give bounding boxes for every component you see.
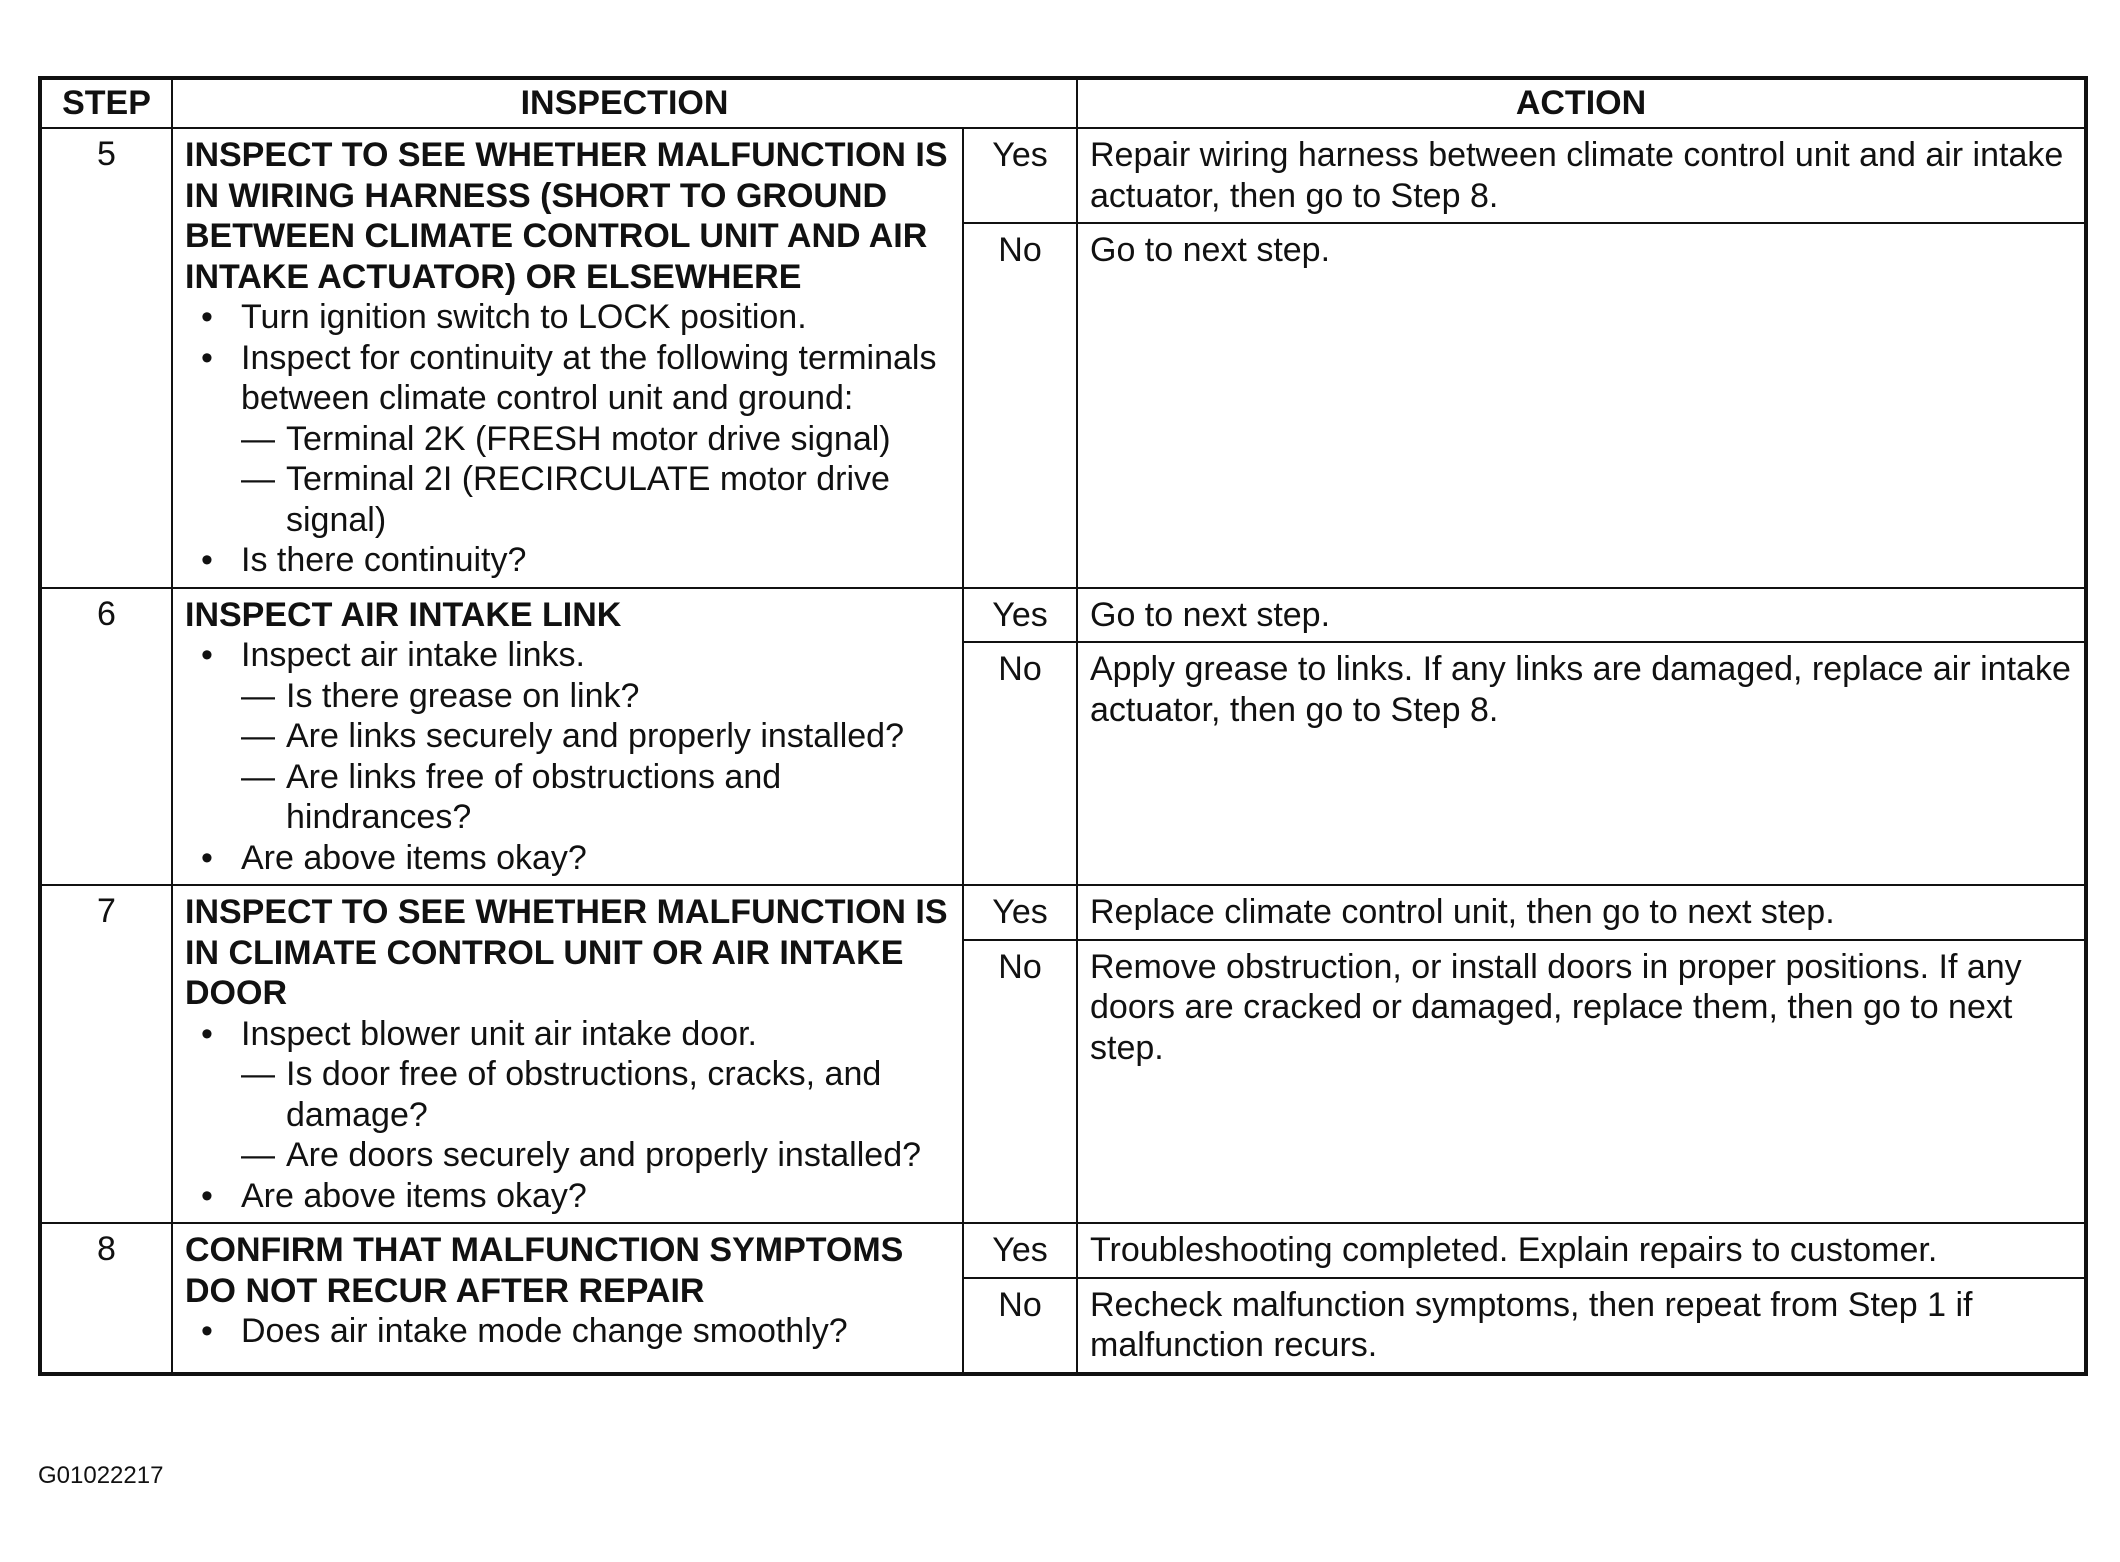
yes-label: Yes (963, 1223, 1077, 1278)
no-label: No (963, 940, 1077, 1224)
no-action: Apply grease to links. If any links are damaged, replace air intake actuator, then go to Step 8. (1077, 642, 2086, 885)
header-row (40, 78, 2086, 128)
yes-action: Repair wiring harness between climate control unit and air intake actuator, then go to Step 8. (1077, 128, 2086, 223)
bullet-item: • Inspect for continuity at the following terminals between climate control unit and ground: (185, 338, 952, 419)
bullet-item: • Does air intake mode change smoothly? (185, 1311, 952, 1352)
header-inspection: INSPECTION (172, 78, 1077, 128)
table-row (40, 128, 2086, 223)
inspection-items (185, 297, 952, 581)
dash-item: — Are links free of obstructions and hindrances? (185, 757, 952, 838)
inspection-items (185, 635, 952, 878)
dash-item: — Are doors securely and properly installed? (185, 1135, 952, 1176)
step-number: 7 (40, 885, 172, 1223)
bullet-item: • Are above items okay? (185, 1176, 952, 1217)
table-row (40, 588, 2086, 643)
no-label: No (963, 1278, 1077, 1374)
header-action: ACTION (1077, 78, 2086, 128)
no-action: Remove obstruction, or install doors in proper positions. If any doors are cracked or damaged, replace them, then go to next step. (1077, 940, 2086, 1224)
yes-action: Troubleshooting completed. Explain repairs to customer. (1077, 1223, 2086, 1278)
dash-item: — Is door free of obstructions, cracks, and damage? (185, 1054, 952, 1135)
yes-label: Yes (963, 128, 1077, 223)
inspection-title: INSPECT TO SEE WHETHER MALFUNCTION IS IN WIRING HARNESS (SHORT TO GROUND BETWEEN CLIMATE CONTROL UNIT AND AIR INTAKE ACTUATOR) OR ELSEWHERE (185, 136, 948, 296)
dash-item: — Terminal 2I (RECIRCULATE motor drive signal) (185, 459, 952, 540)
no-action: Recheck malfunction symptoms, then repeat from Step 1 if malfunction recurs. (1077, 1278, 2086, 1374)
no-action: Go to next step. (1077, 223, 2086, 588)
figure-code: G01022217 (38, 1462, 164, 1489)
inspection-title: CONFIRM THAT MALFUNCTION SYMPTOMS DO NOT RECUR AFTER REPAIR (185, 1231, 904, 1310)
dash-item: — Are links securely and properly installed? (185, 716, 952, 757)
inspection-items (185, 1311, 952, 1352)
no-label: No (963, 223, 1077, 588)
yes-action: Replace climate control unit, then go to next step. (1077, 885, 2086, 940)
inspection-cell (172, 1223, 963, 1374)
yes-label: Yes (963, 885, 1077, 940)
bullet-item: • Inspect air intake links. (185, 635, 952, 676)
inspection-title: INSPECT AIR INTAKE LINK (185, 595, 622, 634)
bullet-item: • Turn ignition switch to LOCK position. (185, 297, 952, 338)
bullet-item: • Inspect blower unit air intake door. (185, 1014, 952, 1055)
table-row (40, 885, 2086, 940)
yes-action: Go to next step. (1077, 588, 2086, 643)
yes-label: Yes (963, 588, 1077, 643)
diagnostic-table (38, 76, 2088, 1376)
step-number: 5 (40, 128, 172, 588)
bullet-item: • Is there continuity? (185, 540, 952, 581)
step-number: 6 (40, 588, 172, 886)
inspection-cell (172, 128, 963, 588)
inspection-cell (172, 588, 963, 886)
inspection-items (185, 1014, 952, 1217)
no-label: No (963, 642, 1077, 885)
table-row (40, 1223, 2086, 1278)
inspection-title: INSPECT TO SEE WHETHER MALFUNCTION IS IN CLIMATE CONTROL UNIT OR AIR INTAKE DOOR (185, 893, 948, 1012)
bullet-item: • Are above items okay? (185, 838, 952, 879)
inspection-cell (172, 885, 963, 1223)
step-number: 8 (40, 1223, 172, 1374)
header-step: STEP (40, 78, 172, 128)
dash-item: — Terminal 2K (FRESH motor drive signal) (185, 419, 952, 460)
dash-item: — Is there grease on link? (185, 676, 952, 717)
